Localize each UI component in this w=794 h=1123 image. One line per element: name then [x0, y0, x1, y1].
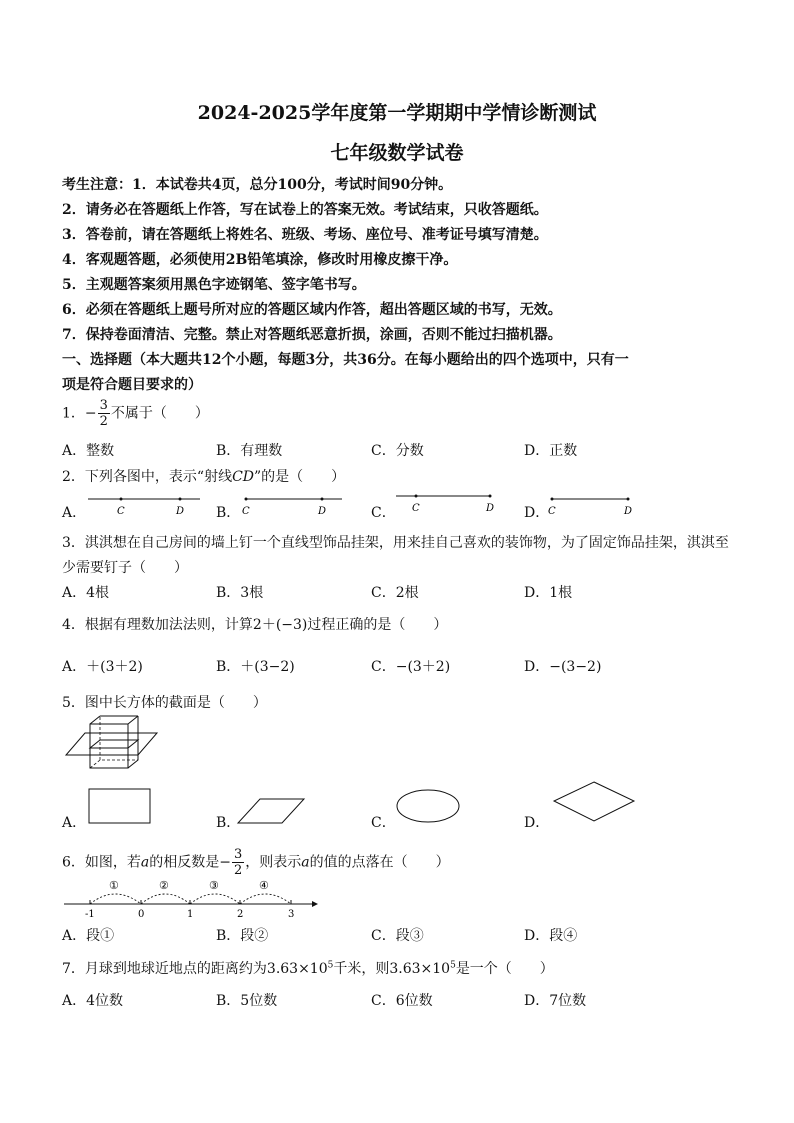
q2-stem-pre: 2．下列各图中，表示“射线	[62, 469, 233, 485]
q1-option-b: B．有理数	[216, 443, 283, 459]
q2-option-c-label: C．	[371, 505, 396, 521]
q6-stem-mid2: ，则表示	[245, 854, 302, 871]
q6-option-b: B．段②	[216, 928, 269, 944]
q2-option-b-label: B．	[216, 505, 241, 521]
q5-option-d-label: D．	[524, 815, 550, 831]
note-2: 2．请务必在答题纸上作答，写在试卷上的答案无效。考试结束，只收答题纸。	[62, 202, 548, 218]
section-heading-line1: 一、选择题（本大题共12个小题，每题3分，共36分。在每小题给出的四个选项中，只有一	[62, 352, 629, 368]
note-6: 6．必须在答题纸上题号所对应的答题区域内作答，超出答题区域的书写，无效。	[62, 302, 562, 318]
q2-a-label-c: C	[117, 506, 125, 517]
q6-seg-label-3: ③	[209, 879, 219, 892]
q6-tick-label-0: 0	[138, 909, 145, 920]
q2-b-label-d: D	[318, 506, 327, 517]
q2-option-d-label: D．	[524, 505, 550, 521]
note-5: 5．主观题答案须用黑色字迹钢笔、签字笔书写。	[62, 277, 366, 293]
q6-arc-3	[190, 894, 240, 904]
q6-option-c: C．段③	[371, 928, 424, 944]
exam-subtitle: 七年级数学试卷	[330, 142, 464, 164]
q3-option-a: A．4根	[62, 585, 110, 601]
q1-option-c: C．分数	[371, 443, 424, 459]
q7-option-d: D．7位数	[524, 993, 587, 1009]
q4-option-b: B．＋(3−2)	[216, 659, 295, 675]
q6-var-1: a	[140, 854, 150, 871]
q6-seg-label-1: ①	[109, 879, 119, 892]
q2-d-label-d: D	[624, 506, 633, 517]
q2-option-a-label: A．	[62, 505, 87, 521]
q6-tick-label-2: 2	[237, 909, 244, 920]
question-3-line1: 3．淇淇想在自己房间的墙上钉一个直线型饰品挂架，用来挂自己喜欢的装饰物，为了固定饰品挂架，淇淇至	[62, 535, 729, 551]
q1-denominator: 2	[99, 414, 108, 429]
section-heading-line2: 项是符合题目要求的）	[62, 377, 202, 393]
q2-a-label-d: D	[176, 506, 185, 517]
note-7: 7．保持卷面清洁、完整。禁止对答题纸恶意折损，涂画，否则不能过扫描机器。	[62, 327, 562, 343]
q7-option-c: C．6位数	[371, 993, 433, 1009]
q1-prefix: 1．−	[62, 405, 97, 422]
q4-option-d: D．−(3−2)	[524, 659, 602, 675]
q7-exponent-2: 5	[450, 960, 456, 971]
q6-var-2: a	[301, 854, 310, 871]
q7-exponent-1: 5	[327, 960, 334, 971]
question-7-stem	[62, 958, 554, 978]
q1-option-d: D．正数	[524, 443, 578, 459]
exam-title: 2024-2025学年度第一学期期中学情诊断测试	[197, 102, 597, 124]
q2-c-label-d: D	[486, 503, 495, 514]
q6-tick-label-1: 1	[187, 909, 194, 920]
q2-b-label-c: C	[242, 506, 250, 517]
question-4-stem: 4．根据有理数加法法则，计算2＋(−3)过程正确的是（ ）	[62, 617, 448, 633]
q3-option-d: D．1根	[524, 585, 573, 601]
note-3: 3．答卷前，请在答题纸上将姓名、班级、考场、座位号、准考证号填写清楚。	[62, 227, 548, 243]
q6-option-d: D．段④	[524, 928, 578, 944]
q5-option-a-label: A．	[62, 815, 87, 831]
q6-arc-1	[90, 894, 141, 904]
note-1: 考生注意：1．本试卷共4页，总分100分，考试时间90分钟。	[62, 177, 453, 193]
q3-option-c: C．2根	[371, 585, 419, 601]
q6-stem-pre: 6．如图，若	[62, 854, 141, 871]
q6-tick-label-3: 3	[288, 909, 295, 920]
q4-option-a: A．＋(3＋2)	[62, 659, 143, 675]
q6-seg-label-2: ②	[159, 879, 169, 892]
q6-seg-label-4: ④	[259, 879, 269, 892]
q5-option-c-label: C．	[371, 815, 396, 831]
q6-numerator: 3	[234, 847, 243, 862]
q7-stem-mid: 千米，则3.63×10	[333, 961, 451, 977]
q4-option-c: C．−(3＋2)	[371, 659, 451, 675]
q2-d-label-c: C	[548, 506, 556, 517]
q7-option-a: A．4位数	[62, 993, 124, 1009]
question-5-stem: 5．图中长方体的截面是（ ）	[62, 695, 267, 711]
q2-stem-post: ”的是（ ）	[254, 469, 346, 485]
q6-stem-post: 的值的点落在（ ）	[309, 854, 450, 871]
q6-axis-arrow	[312, 901, 318, 907]
q1-suffix: 不属于（ ）	[110, 405, 209, 422]
q2-c-label-c: C	[412, 503, 420, 514]
q6-stem-mid: 的相反数是−	[149, 854, 232, 871]
q7-stem-post: 是一个（ ）	[455, 961, 554, 977]
note-4: 4．客观题答题，必须使用2B铅笔填涂，修改时用橡皮擦干净。	[62, 252, 458, 268]
q1-option-a: A．整数	[62, 443, 115, 459]
q6-arc-4	[240, 894, 291, 904]
q5-option-b-label: B．	[216, 815, 241, 831]
q3-option-b: B．3根	[216, 585, 264, 601]
q2-stem-var: CD	[232, 469, 255, 485]
q6-option-a: A．段①	[62, 928, 115, 944]
q7-stem-pre: 7．月球到地球近地点的距离约为3.63×10	[62, 961, 328, 977]
q1-numerator: 3	[99, 398, 108, 413]
q6-arc-2	[141, 894, 190, 904]
question-3-line2: 少需要钉子（ ）	[62, 560, 188, 576]
q6-tick-label-neg1: -1	[85, 909, 95, 920]
q7-option-b: B．5位数	[216, 993, 278, 1009]
q6-denominator: 2	[234, 863, 243, 878]
